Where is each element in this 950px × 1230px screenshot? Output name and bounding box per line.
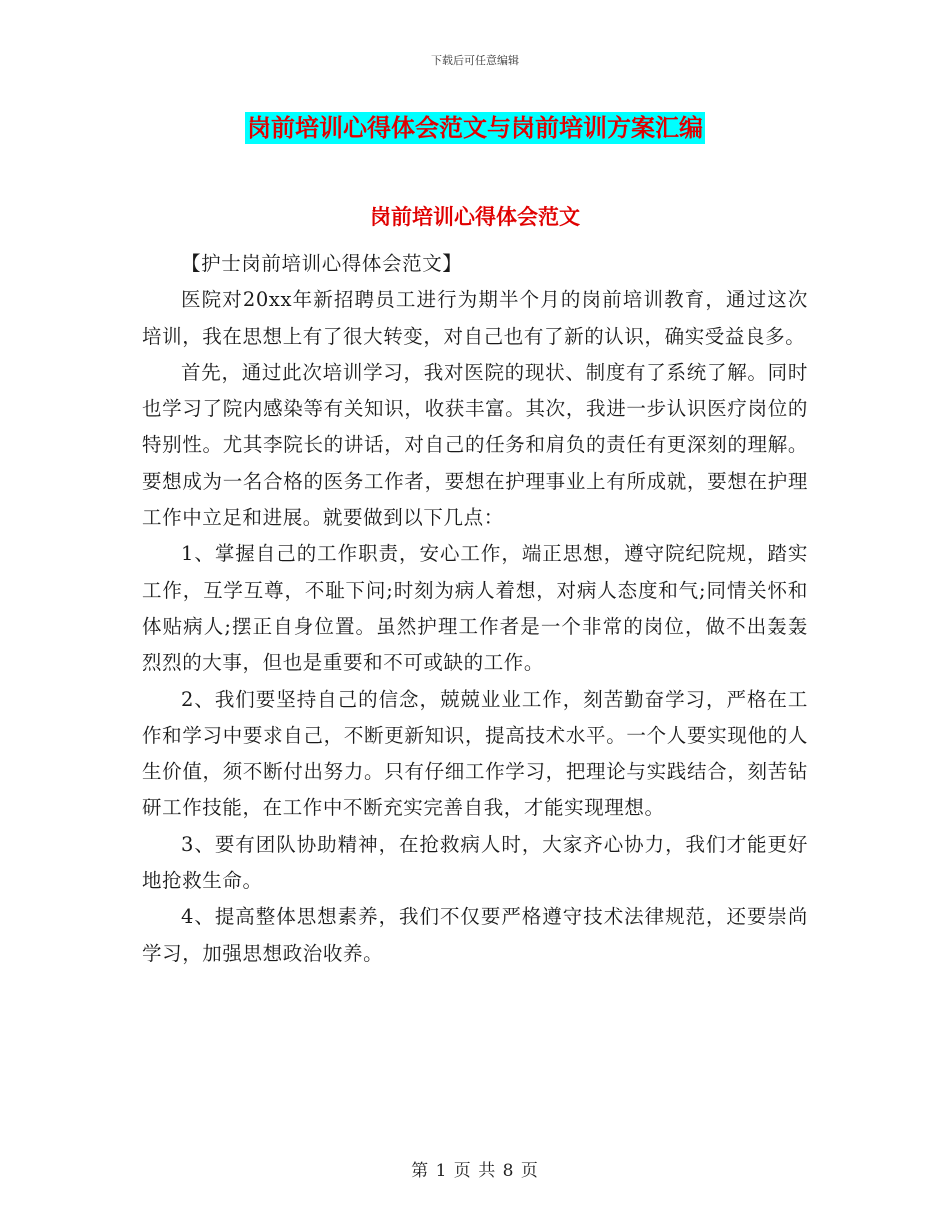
- main-title-container: [0, 112, 950, 144]
- paragraph-point-1: 1、掌握自己的工作职责，安心工作，端正思想，遵守院纪院规，踏实工作，互学互尊，不耻下问;时刻为病人着想，对病人态度和气;同情关怀和体贴病人;摆正自身位置。虽然护理工作者是一个非常的岗位，做不出轰轰烈烈的大事，但也是重要和不可或缺的工作。: [142, 542, 808, 675]
- paragraph-point-2: 2、我们要坚持自己的信念，兢兢业业工作，刻苦勤奋学习，严格在工作和学习中要求自己，不断更新知识，提高技术水平。一个人要实现他的人生价值，须不断付出努力。只有仔细工作学习，把理论与实践结合，刻苦钻研工作技能，在工作中不断充实完善自我，才能实现理想。: [142, 687, 808, 820]
- page-footer: 第 1 页 共 8 页: [411, 1161, 539, 1181]
- paragraph-intro: 医院对20xx年新招聘员工进行为期半个月的岗前培训教育，通过这次培训，我在思想上有了很大转变，对自己也有了新的认识，确实受益良多。: [142, 288, 808, 348]
- paragraph-first: 首先，通过此次培训学习，我对医院的现状、制度有了系统了解。同时也学习了院内感染等有关知识，收获丰富。其次，我进一步认识医疗岗位的特别性。尤其李院长的讲话，对自己的任务和肩负的责任有更深刻的理解。要想成为一名合格的医务工作者，要想在护理事业上有所成就，要想在护理工作中立足和进展。就要做到以下几点：: [142, 360, 808, 530]
- paragraph-point-4: 4、提高整体思想素养，我们不仅要严格遵守技术法律规范，还要崇尚学习，加强思想政治收养。: [142, 905, 808, 965]
- main-title: 岗前培训心得体会范文与岗前培训方案汇编: [247, 114, 703, 142]
- paragraph-point-3: 3、要有团队协助精神，在抢救病人时，大家齐心协力，我们才能更好地抢救生命。: [142, 832, 808, 893]
- header-note: 下载后可任意编辑: [431, 54, 519, 67]
- document-body: [142, 246, 808, 972]
- section-label: 【护士岗前培训心得体会范文】: [181, 252, 463, 275]
- sub-title: 岗前培训心得体会范文: [370, 205, 580, 229]
